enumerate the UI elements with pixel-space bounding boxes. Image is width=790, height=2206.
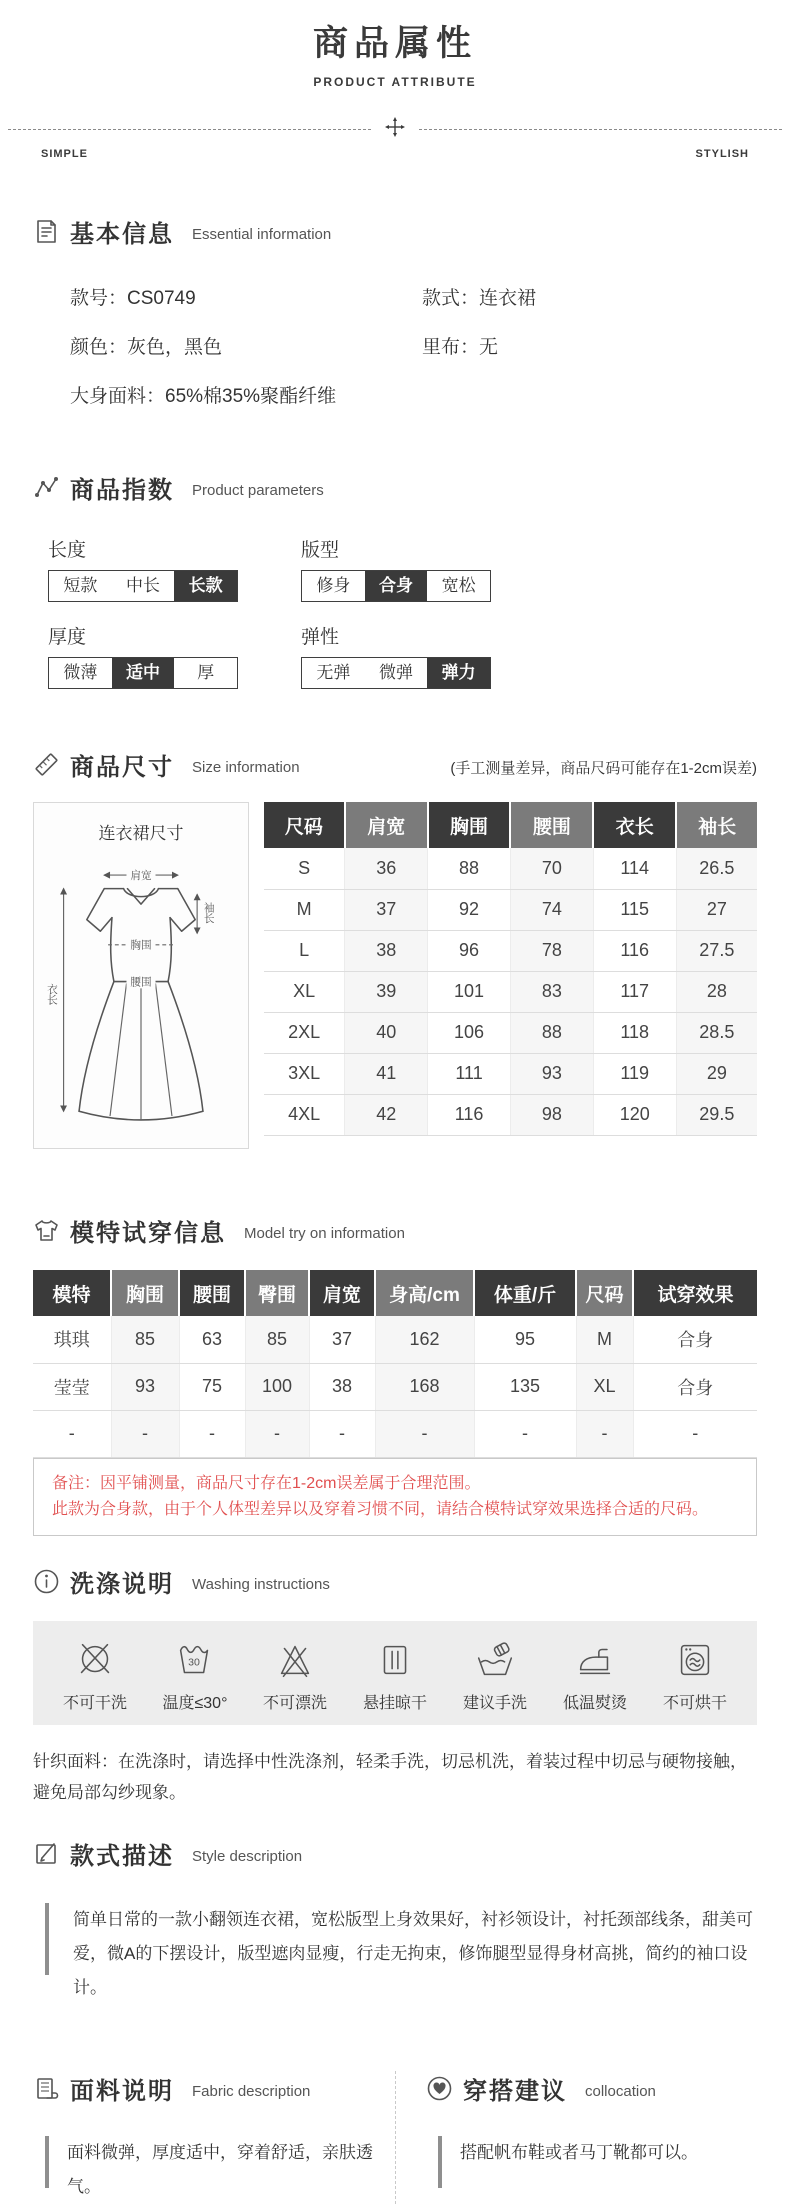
table-cell: 116 — [428, 1094, 511, 1135]
field-lining: 里布：无 — [422, 337, 499, 358]
table-cell: 114 — [593, 848, 676, 889]
model-table — [33, 1270, 757, 1458]
section-subtitle: Essential information — [192, 226, 332, 243]
section-basic-info — [33, 214, 757, 249]
dress-sketch — [41, 848, 241, 1148]
tag-simple: SIMPLE — [41, 148, 88, 160]
ruler-icon — [33, 751, 60, 778]
collocation-text: 搭配帆布鞋或者马丁靴都可以。 — [460, 2143, 698, 2163]
remark-line-2: 此款为合身款，由于个人体型差异以及穿着习惯不同，请结合模特试穿效果选择合适的尺码。 — [52, 1500, 709, 1518]
table-cell: 63 — [179, 1316, 245, 1363]
table-cell: 168 — [375, 1363, 474, 1410]
table-cell: 37 — [309, 1316, 375, 1363]
table-cell: 118 — [593, 1012, 676, 1053]
tag-stylish: STYLISH — [695, 148, 749, 160]
section-size-info — [33, 747, 757, 782]
table-cell: 93 — [510, 1053, 593, 1094]
diagram-shoulder-label: 肩宽 — [130, 869, 152, 882]
diagram-title: 连衣裙尺寸 — [98, 824, 184, 843]
table-cell: 85 — [111, 1316, 179, 1363]
param-option: 短款 — [49, 571, 112, 601]
table-cell: 83 — [510, 971, 593, 1012]
table-cell: 29.5 — [676, 1094, 757, 1135]
table-row — [33, 1363, 757, 1410]
table-cell: 135 — [474, 1363, 576, 1410]
section-subtitle: collocation — [585, 2083, 656, 2101]
column-header: 袖长 — [676, 802, 757, 848]
param-group-length — [48, 535, 301, 602]
washing-note: 针织面料：在洗涤时，请选择中性洗涤剂，轻柔手洗，切忌机洗，着装过程中切忌与硬物接触，避免局部勾纱现象。 — [33, 1752, 747, 1802]
wash-item-no-dry-clean: 不可干洗 — [47, 1637, 143, 1713]
param-group-label: 弹性 — [301, 627, 340, 648]
column-header: 试穿效果 — [633, 1270, 757, 1316]
column-header: 腰围 — [510, 802, 593, 848]
table-cell: L — [264, 930, 345, 971]
table-cell: - — [111, 1410, 179, 1457]
table-cell: 115 — [593, 889, 676, 930]
param-group-label: 长度 — [48, 540, 87, 561]
wash-item-no-bleach: 不可漂洗 — [247, 1637, 343, 1713]
table-cell: 116 — [593, 930, 676, 971]
section-washing — [33, 1564, 757, 1599]
table-cell: 26.5 — [676, 848, 757, 889]
size-table-header-row — [264, 802, 757, 848]
dress-size-diagram — [33, 802, 249, 1149]
cross-ornament-icon — [385, 117, 405, 142]
wash-item-max-30: 30 温度≤30° — [147, 1637, 243, 1713]
section-title: 基本信息 — [70, 221, 174, 248]
heart-circle-icon — [426, 2075, 453, 2102]
measure-tolerance-note: (手工测量差异，商品尺码可能存在1-2cm误差) — [450, 760, 757, 777]
param-option: 微薄 — [49, 658, 112, 688]
table-cell: 4XL — [264, 1094, 345, 1135]
page-title: 商品属性 — [312, 24, 477, 63]
no-tumble-icon — [672, 1637, 718, 1683]
section-subtitle: Model try on information — [244, 1225, 405, 1242]
model-table-header-row — [33, 1270, 757, 1316]
table-cell: 85 — [245, 1316, 309, 1363]
column-header: 胸围 — [111, 1270, 179, 1316]
column-header: 身高/cm — [375, 1270, 474, 1316]
divider-line — [419, 129, 782, 130]
param-option: 无弹 — [302, 658, 365, 688]
diagram-bust-label: 胸围 — [130, 939, 152, 952]
table-cell: - — [309, 1410, 375, 1457]
column-header: 腰围 — [179, 1270, 245, 1316]
table-cell: 78 — [510, 930, 593, 971]
table-cell: - — [245, 1410, 309, 1457]
fabric-desc-paragraph — [33, 2136, 395, 2204]
table-row — [33, 1410, 757, 1457]
washing-icons-strip — [33, 1621, 757, 1725]
table-cell: 162 — [375, 1316, 474, 1363]
no-dry-clean-icon — [72, 1637, 118, 1683]
field-style: 款式：连衣裙 — [422, 288, 537, 309]
table-cell: 93 — [111, 1363, 179, 1410]
table-cell: - — [576, 1410, 633, 1457]
hang-dry-icon — [372, 1637, 418, 1683]
column-header: 肩宽 — [345, 802, 428, 848]
table-cell: - — [179, 1410, 245, 1457]
table-cell: 88 — [510, 1012, 593, 1053]
table-row — [264, 848, 757, 889]
chart-line-icon — [33, 474, 60, 501]
param-group-fit — [301, 535, 757, 602]
param-option-selected: 适中 — [112, 658, 175, 688]
fabric-desc-text: 面料微弹，厚度适中，穿着舒适，亲肤透气。 — [67, 2143, 373, 2197]
no-bleach-icon — [272, 1637, 318, 1683]
table-cell: - — [633, 1410, 757, 1457]
table-row — [264, 1053, 757, 1094]
quote-bar — [45, 2136, 49, 2188]
column-header: 模特 — [33, 1270, 111, 1316]
collocation-column — [395, 2071, 757, 2204]
section-title: 商品指数 — [70, 477, 174, 504]
section-title: 洗涤说明 — [70, 1571, 174, 1599]
table-cell: 111 — [428, 1053, 511, 1094]
section-subtitle: Size information — [192, 759, 300, 776]
column-header: 胸围 — [428, 802, 511, 848]
collocation-paragraph — [426, 2136, 757, 2188]
section-subtitle: Fabric description — [192, 2083, 311, 2101]
style-desc-text: 简单日常的一款小翻领连衣裙，宽松版型上身效果好，衬衫领设计，衬托颈部线条，甜美可爱，微A的下摆设计，版型遮肉显瘦，行走无拘束，修饰腿型显得身材高挑，简约的袖口设计。 — [73, 1910, 753, 1998]
table-cell: 40 — [345, 1012, 428, 1053]
param-option: 厚 — [174, 658, 237, 688]
param-option-selected: 合身 — [365, 571, 428, 601]
header-tags — [8, 148, 782, 160]
column-header: 尺码 — [576, 1270, 633, 1316]
quote-bar — [438, 2136, 442, 2188]
table-row — [264, 1094, 757, 1135]
wash-item-no-tumble: 不可烘干 — [647, 1637, 743, 1713]
table-cell: 101 — [428, 971, 511, 1012]
param-option-bar — [48, 657, 238, 689]
column-header: 衣长 — [593, 802, 676, 848]
bottom-columns — [33, 2071, 757, 2204]
param-group-thickness — [48, 622, 301, 689]
section-title: 穿搭建议 — [463, 2078, 567, 2106]
table-cell: - — [474, 1410, 576, 1457]
wash-item-hang-dry: 悬挂晾干 — [347, 1637, 443, 1713]
fabric-desc-column — [33, 2071, 395, 2204]
table-cell: 39 — [345, 971, 428, 1012]
page-header — [0, 0, 790, 89]
field-style-no: 款号：CS0749 — [70, 288, 196, 309]
column-header: 体重/斤 — [474, 1270, 576, 1316]
param-option-bar — [301, 570, 491, 602]
table-cell: 29 — [676, 1053, 757, 1094]
table-row — [264, 930, 757, 971]
table-cell: 合身 — [633, 1316, 757, 1363]
table-cell: M — [264, 889, 345, 930]
table-cell: XL — [264, 971, 345, 1012]
param-option: 宽松 — [427, 571, 490, 601]
table-cell: 98 — [510, 1094, 593, 1135]
style-desc-paragraph — [33, 1903, 757, 2005]
section-subtitle: Product parameters — [192, 482, 324, 499]
table-cell: 117 — [593, 971, 676, 1012]
table-cell: 琪琪 — [33, 1316, 111, 1363]
table-cell: 42 — [345, 1094, 428, 1135]
table-cell: 100 — [245, 1363, 309, 1410]
document-icon — [33, 218, 60, 245]
column-header: 尺码 — [264, 802, 345, 848]
field-color: 颜色：灰色，黑色 — [70, 337, 223, 358]
table-cell: 41 — [345, 1053, 428, 1094]
param-option: 修身 — [302, 571, 365, 601]
header-divider — [8, 117, 782, 142]
section-parameters — [33, 470, 757, 505]
table-cell: 2XL — [264, 1012, 345, 1053]
page-subtitle: PRODUCT ATTRIBUTE — [313, 75, 477, 89]
table-cell: 38 — [345, 930, 428, 971]
table-cell: 92 — [428, 889, 511, 930]
param-group-label: 版型 — [301, 540, 340, 561]
diagram-waist-label: 腰围 — [130, 976, 152, 989]
table-cell: 37 — [345, 889, 428, 930]
table-cell: 88 — [428, 848, 511, 889]
section-title: 模特试穿信息 — [70, 1220, 226, 1247]
param-option: 中长 — [112, 571, 175, 601]
hand-wash-icon — [472, 1637, 518, 1683]
section-model-info — [33, 1213, 757, 1248]
diagram-length-label: 衣长 — [45, 983, 58, 1005]
table-cell: 36 — [345, 848, 428, 889]
tshirt-icon — [33, 1217, 60, 1244]
wash-item-low-iron: 低温熨烫 — [547, 1637, 643, 1713]
remark-line-1: 备注：因平铺测量，商品尺寸存在1-2cm误差属于合理范围。 — [52, 1474, 481, 1492]
table-cell: 120 — [593, 1094, 676, 1135]
section-title: 款式描述 — [70, 1843, 174, 1871]
table-cell: 74 — [510, 889, 593, 930]
table-cell: S — [264, 848, 345, 889]
section-title: 商品尺寸 — [70, 754, 174, 781]
param-option-selected: 长款 — [174, 571, 237, 601]
table-cell: 119 — [593, 1053, 676, 1094]
table-cell: M — [576, 1316, 633, 1363]
section-subtitle: Washing instructions — [192, 1576, 330, 1594]
table-row — [264, 1012, 757, 1053]
parameter-groups — [48, 535, 757, 689]
table-cell: 106 — [428, 1012, 511, 1053]
wash-item-hand-wash: 建议手洗 — [447, 1637, 543, 1713]
table-row — [33, 1316, 757, 1363]
table-cell: 70 — [510, 848, 593, 889]
param-option: 微弹 — [365, 658, 428, 688]
column-header: 肩宽 — [309, 1270, 375, 1316]
table-cell: - — [33, 1410, 111, 1457]
section-fabric-desc — [33, 2071, 395, 2106]
quote-bar — [45, 1903, 49, 1975]
table-cell: 96 — [428, 930, 511, 971]
param-group-label: 厚度 — [48, 627, 87, 648]
diagram-sleeve-label: 袖长 — [202, 902, 215, 924]
size-table — [264, 802, 757, 1136]
edit-pencil-icon — [33, 1840, 60, 1867]
table-cell: 合身 — [633, 1363, 757, 1410]
table-cell: 28.5 — [676, 1012, 757, 1053]
param-group-elasticity — [301, 622, 757, 689]
table-cell: 28 — [676, 971, 757, 1012]
svg-text:30: 30 — [188, 1657, 200, 1670]
wash-30-icon — [172, 1637, 218, 1683]
column-header: 臀围 — [245, 1270, 309, 1316]
param-option-bar — [48, 570, 238, 602]
divider-line — [8, 129, 371, 130]
fabric-roll-icon — [33, 2075, 60, 2102]
low-iron-icon — [572, 1637, 618, 1683]
section-subtitle: Style description — [192, 1848, 303, 1866]
field-fabric: 大身面料：65%棉35%聚酯纤维 — [70, 386, 337, 407]
table-cell: 27 — [676, 889, 757, 930]
size-remark-box — [33, 1458, 757, 1537]
info-circle-icon — [33, 1568, 60, 1595]
table-cell: 95 — [474, 1316, 576, 1363]
table-cell: 3XL — [264, 1053, 345, 1094]
table-cell: 75 — [179, 1363, 245, 1410]
section-title: 面料说明 — [70, 2078, 174, 2106]
table-cell: 莹莹 — [33, 1363, 111, 1410]
param-option-bar — [301, 657, 491, 689]
section-style-desc — [33, 1836, 757, 1871]
param-option-selected: 弹力 — [427, 658, 490, 688]
table-row — [264, 971, 757, 1012]
table-cell: - — [375, 1410, 474, 1457]
table-cell: XL — [576, 1363, 633, 1410]
table-cell: 38 — [309, 1363, 375, 1410]
size-body — [33, 802, 757, 1149]
basic-info-fields — [70, 283, 757, 408]
table-cell: 27.5 — [676, 930, 757, 971]
section-collocation — [426, 2071, 757, 2106]
table-row — [264, 889, 757, 930]
